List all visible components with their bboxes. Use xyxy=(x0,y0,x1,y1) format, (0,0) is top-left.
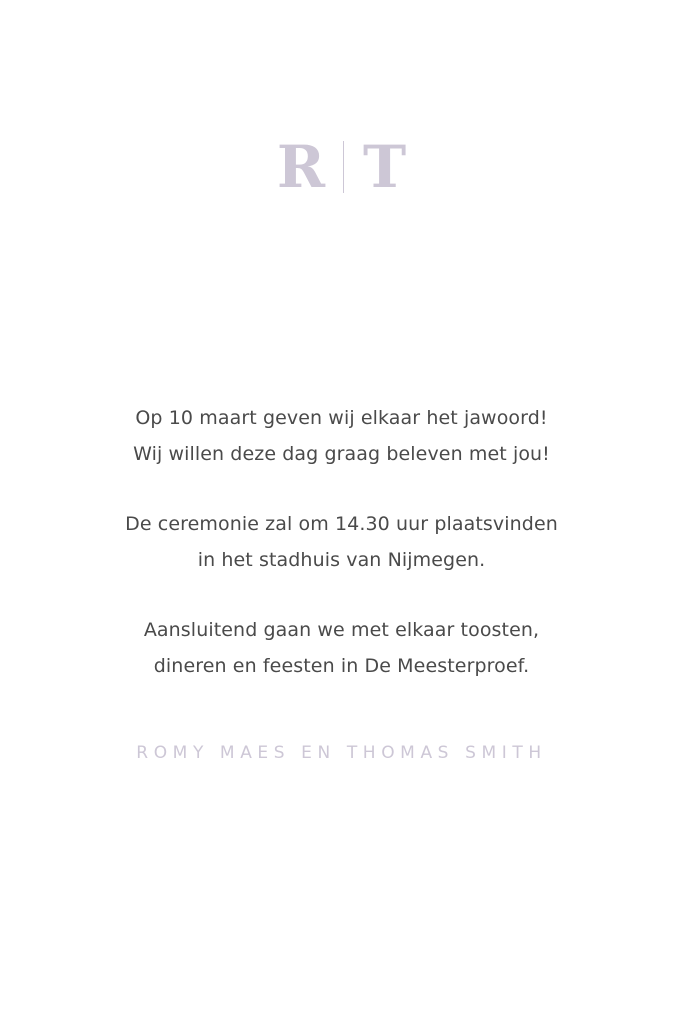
invitation-paragraph-date xyxy=(0,400,683,472)
couple-names: ROMY MAES EN THOMAS SMITH xyxy=(136,743,547,763)
invitation-text xyxy=(0,400,683,684)
invitation-paragraph-reception xyxy=(0,612,683,684)
text-line: Aansluitend gaan we met elkaar toosten, xyxy=(143,619,540,641)
monogram xyxy=(0,132,683,202)
monogram-initial-left: R xyxy=(276,133,326,201)
text-line: in het stadhuis van Nijmegen. xyxy=(197,549,486,571)
text-line: Wij willen deze dag graag beleven met jou! xyxy=(133,443,550,465)
text-line: dineren en feesten in De Meesterproef. xyxy=(153,655,530,677)
monogram-divider xyxy=(343,141,344,193)
text-line: Op 10 maart geven wij elkaar het jawoord! xyxy=(135,407,548,429)
text-line: De ceremonie zal om 14.30 uur plaatsvinden xyxy=(125,513,558,535)
invitation-paragraph-ceremony xyxy=(0,506,683,578)
monogram-initial-right: T xyxy=(363,133,407,201)
